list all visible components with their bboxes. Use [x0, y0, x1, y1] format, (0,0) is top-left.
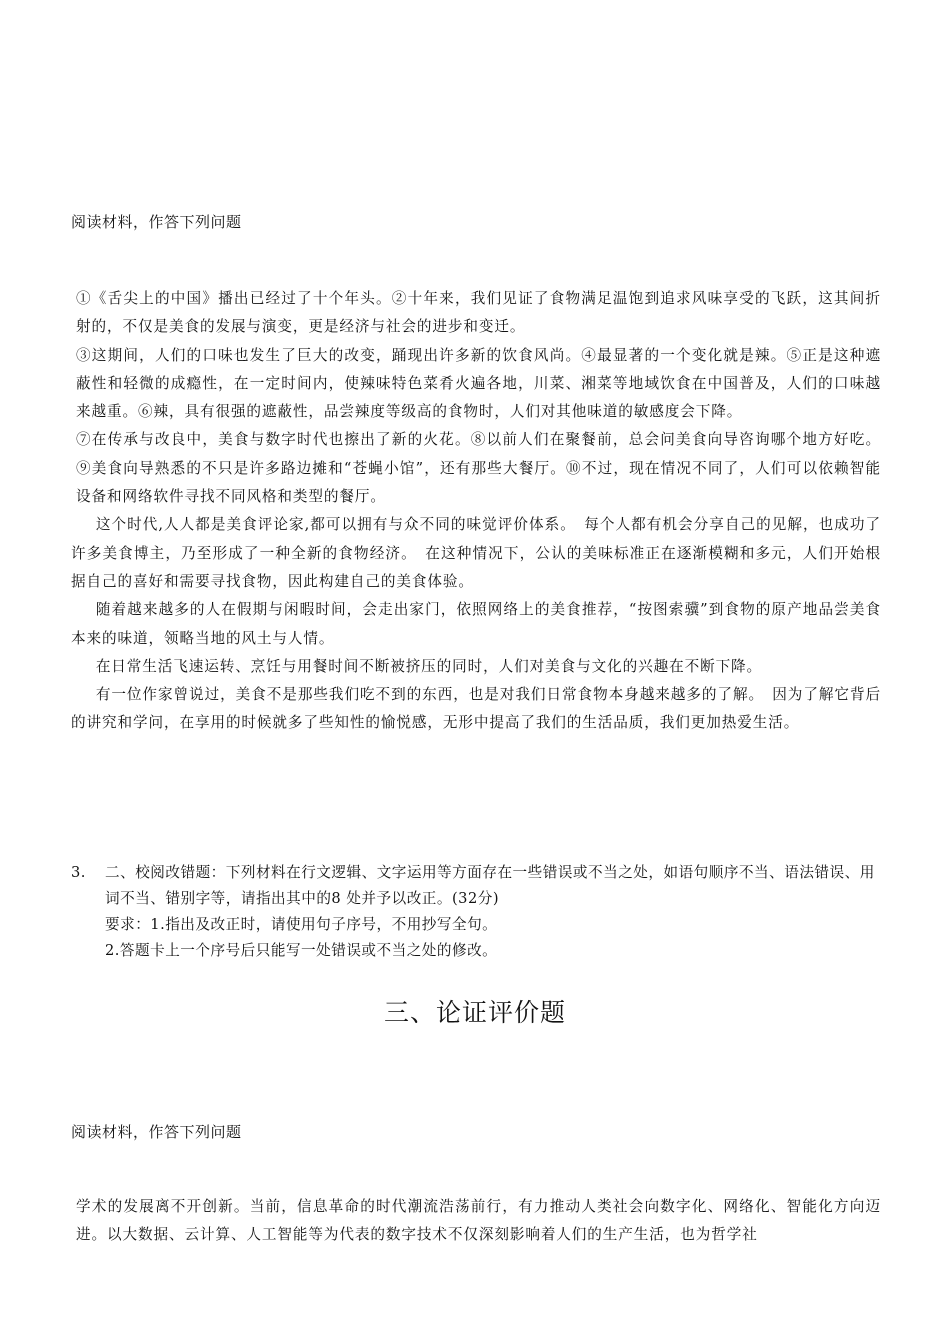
- passage-paragraph-5: 随着越来越多的人在假期与闲暇时间，会走出家门，依照网络上的美食推荐，“按图索骥”到食物的原产地品尝美食本来的味道，领略当地的风土与人情。: [71, 601, 881, 647]
- passage-paragraph-2: ③这期间，人们的口味也发生了巨大的改变，踊现出许多新的饮食风尚。④最显著的一个变化就是辣。⑤正是这种遮蔽性和轻微的成瘾性，在一定时间内，使辣味特色菜肴火遍各地，川菜、湘菜等地域饮食在中国普及，人们的口味越来越重。⑥辣，具有很强的遮蔽性，品尝辣度等级高的食物时，人们对其他味道的敏感度会下降。: [76, 346, 881, 421]
- section-b-passage: [71, 1193, 881, 1250]
- question-text: 二、校阅改错题：下列材料在行文逻辑、文字运用等方面存在一些错误或不当之处，如语句顺序不当、语法错误、用词不当、错别字等，请指出其中的8 处并予以改正。(32分): [105, 864, 875, 907]
- question-requirement-1: 要求：1.指出及改正时，请使用句子序号，不用抄写全句。: [105, 916, 498, 933]
- section-b-title: 三、论证评价题: [383, 998, 566, 1027]
- question-number: 3.: [71, 864, 86, 881]
- section-a-instruction: 阅读材料，作答下列问题: [71, 213, 242, 231]
- question-3: [71, 860, 881, 964]
- passage-paragraph-4: 这个时代,人人都是美食评论家,都可以拥有与众不同的味觉评价体系。 每个人都有机会分享自己的见解，也成功了许多美食博主，乃至形成了一种全新的食物经济。 在这种情况下，公认的美味标准正在逐渐模糊和多元，人们开始根据自己的喜好和需要寻找食物，因此构建自己的美食体验。: [71, 516, 881, 590]
- passage-paragraph-1: ①《舌尖上的中国》播出已经过了十个年头。②十年来，我们见证了食物满足温饱到追求风味享受的飞跃，这其间折射的，不仅是美食的发展与演变，更是经济与社会的进步和变迁。: [76, 290, 881, 336]
- section-b-paragraph: 学术的发展离不开创新。当前，信息革命的时代潮流浩荡前行，有力推动人类社会向数字化、网络化、智能化方向迈进。以大数据、云计算、人工智能等为代表的数字技术不仅深刻影响着人们的生产生活，也为哲学社: [76, 1198, 881, 1244]
- question-requirement-2: 2.答题卡上一个序号后只能写一处错误或不当之处的修改。: [105, 942, 498, 959]
- passage-paragraph-7: 有一位作家曾说过，美食不是那些我们吃不到的东西，也是对我们日常食物本身越来越多的了解。 因为了解它背后的讲究和学问，在享用的时候就多了些知性的愉悦感，无形中提高了我们的生活品质，我们更加热爱生活。: [71, 686, 881, 732]
- passage-paragraph-6: 在日常生活飞速运转、烹饪与用餐时间不断被挤压的同时，人们对美食与文化的兴趣在不断下降。: [95, 657, 763, 675]
- section-a-passage: [71, 285, 881, 738]
- passage-paragraph-3: ⑦在传承与改良中，美食与数字时代也擦出了新的火花。⑧以前人们在聚餐前，总会问美食向导咨询哪个地方好吃。⑨美食向导熟悉的不只是许多路边摊和“苍蝇小馆”，还有那些大餐厅。⑩不过，现在情况不同了，人们可以依赖智能设备和网络软件寻找不同风格和类型的餐厅。: [76, 431, 881, 506]
- section-b-instruction: 阅读材料，作答下列问题: [71, 1123, 242, 1141]
